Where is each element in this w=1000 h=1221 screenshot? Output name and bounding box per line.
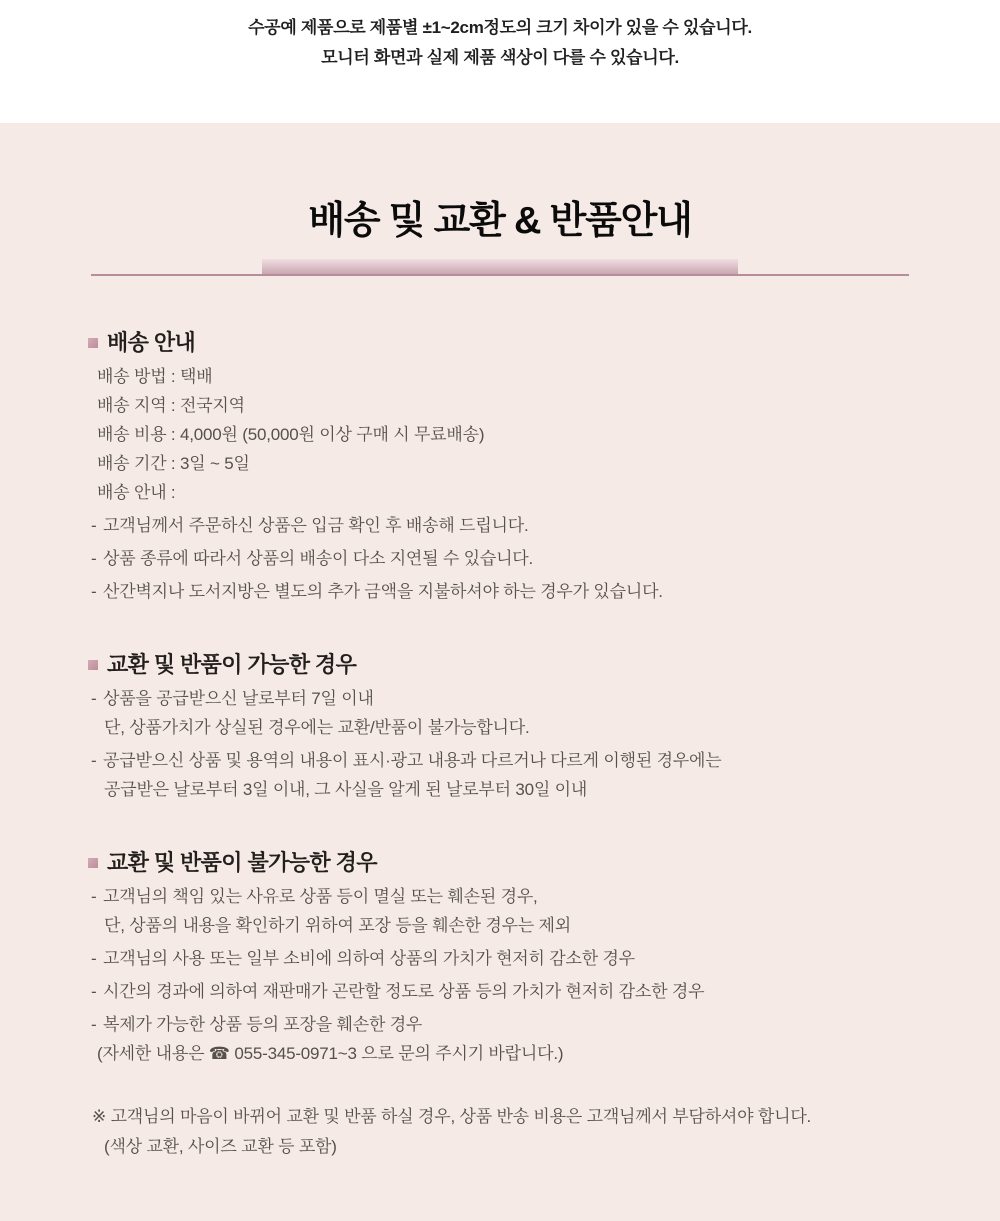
notice-line-1: 수공예 제품으로 제품별 ±1~2cm정도의 크기 차이가 있을 수 있습니다.: [248, 18, 752, 37]
dash-marker: -: [91, 949, 97, 968]
dash-marker: -: [91, 689, 97, 708]
section-lines: [90, 882, 910, 1068]
section: [90, 652, 910, 804]
line-text: 고객님께서 주문하신 상품은 입금 확인 후 배송해 드립니다.: [103, 516, 529, 535]
line-text: 단, 상품의 내용을 확인하기 위하여 포장 등을 훼손한 경우는 제외: [104, 916, 572, 935]
dash-marker: -: [91, 1015, 97, 1034]
text-line: [90, 977, 910, 1006]
line-text: 배송 지역 : 전국지역: [97, 396, 245, 415]
notice-line-2: 모니터 화면과 실제 제품 색상이 다를 수 있습니다.: [321, 48, 679, 67]
text-line: [90, 911, 910, 940]
line-text: 상품 종류에 따라서 상품의 배송이 다소 지연될 수 있습니다.: [103, 549, 534, 568]
bullet-square-icon: [88, 858, 98, 868]
text-line: [90, 544, 910, 573]
text-line: [90, 684, 910, 713]
line-text: 복제가 가능한 상품 등의 포장을 훼손한 경우: [103, 1015, 423, 1034]
title-divider: [91, 259, 909, 276]
shipping-info-panel: [0, 123, 1000, 1221]
dash-marker: -: [91, 887, 97, 906]
section-heading: 배송 안내: [107, 330, 196, 355]
section: [90, 330, 910, 606]
line-text: 단, 상품가치가 상실된 경우에는 교환/반품이 불가능합니다.: [104, 718, 530, 737]
section-lines: [90, 684, 910, 804]
section-lines: [90, 362, 910, 606]
text-line: [90, 1010, 910, 1039]
line-text: 고객님의 책임 있는 사유로 상품 등이 멸실 또는 훼손된 경우,: [103, 887, 538, 906]
text-line: [90, 775, 910, 804]
sections: [90, 330, 910, 1068]
line-text: 공급받으신 상품 및 용역의 내용이 표시·광고 내용과 다르거나 다르게 이행된 경우에는: [103, 751, 722, 770]
text-line: [90, 944, 910, 973]
panel-content: [0, 330, 1000, 1162]
page-title: 배송 및 교환 & 반품안내: [308, 200, 692, 242]
bullet-square-icon: [88, 660, 98, 670]
dash-marker: -: [91, 582, 97, 601]
text-line: [90, 391, 910, 420]
dash-marker: -: [91, 549, 97, 568]
dash-marker: -: [91, 516, 97, 535]
divider-line: [91, 274, 909, 276]
text-line: [90, 362, 910, 391]
line-text: 배송 방법 : 택배: [97, 367, 213, 386]
section: [90, 850, 910, 1068]
text-line: [90, 478, 910, 507]
text-line: [90, 746, 910, 775]
footnote-line-2: (색상 교환, 사이즈 교환 등 포함): [104, 1137, 337, 1156]
top-notice: [0, 0, 1000, 123]
line-text: 배송 기간 : 3일 ~ 5일: [97, 454, 250, 473]
footnote-line-1: ※ 고객님의 마음이 바뀌어 교환 및 반품 하실 경우, 상품 반송 비용은 고객님께서 부담하셔야 합니다.: [92, 1107, 812, 1126]
text-line: [90, 511, 910, 540]
divider-bar: [262, 259, 738, 274]
bullet-square-icon: [88, 338, 98, 348]
line-text: 상품을 공급받으신 날로부터 7일 이내: [103, 689, 374, 708]
line-text: 배송 안내 :: [97, 483, 176, 502]
footnote: [90, 1102, 910, 1162]
text-line: [90, 420, 910, 449]
text-line: [90, 449, 910, 478]
line-text: (자세한 내용은 ☎ 055-345-0971~3 으로 문의 주시기 바랍니다.): [97, 1044, 564, 1063]
section-heading: 교환 및 반품이 불가능한 경우: [107, 850, 377, 875]
text-line: [90, 1039, 910, 1068]
dash-marker: -: [91, 751, 97, 770]
section-header: [88, 330, 910, 356]
section-heading: 교환 및 반품이 가능한 경우: [107, 652, 357, 677]
line-text: 시간의 경과에 의하여 재판매가 곤란할 정도로 상품 등의 가치가 현저히 감소한 경우: [103, 982, 705, 1001]
text-line: [90, 577, 910, 606]
section-header: [88, 850, 910, 876]
line-text: 공급받은 날로부터 3일 이내, 그 사실을 알게 된 날로부터 30일 이내: [104, 780, 588, 799]
line-text: 배송 비용 : 4,000원 (50,000원 이상 구매 시 무료배송): [97, 425, 485, 444]
dash-marker: -: [91, 982, 97, 1001]
text-line: [90, 713, 910, 742]
text-line: [90, 882, 910, 911]
line-text: 고객님의 사용 또는 일부 소비에 의하여 상품의 가치가 현저히 감소한 경우: [103, 949, 635, 968]
line-text: 산간벽지나 도서지방은 별도의 추가 금액을 지불하셔야 하는 경우가 있습니다.: [103, 582, 663, 601]
section-header: [88, 652, 910, 678]
